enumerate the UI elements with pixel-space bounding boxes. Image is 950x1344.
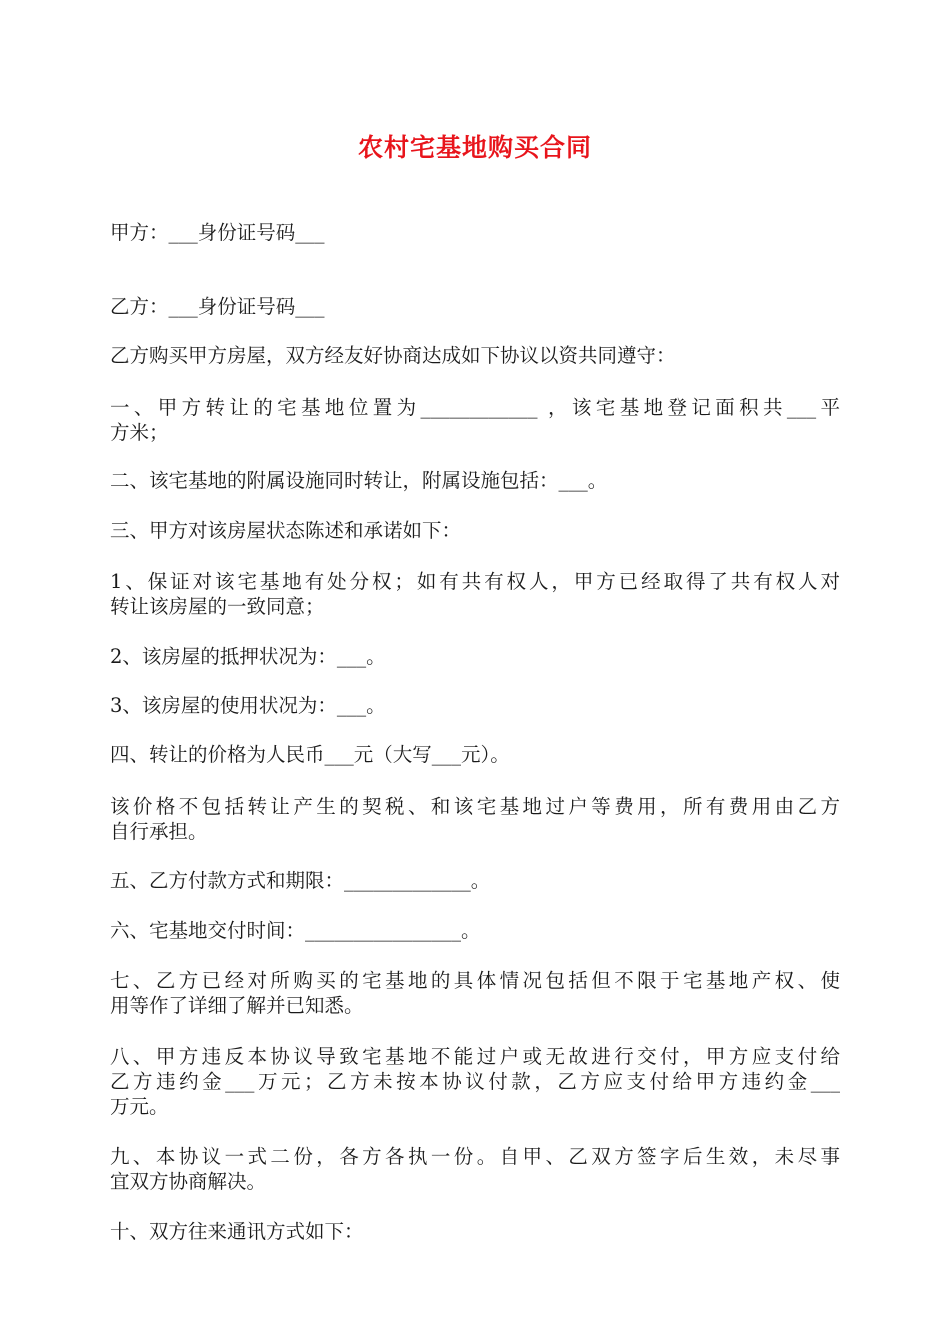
clause-3-item-1-line-2: 转让该房屋的一致同意； [110, 595, 325, 618]
clause-7-line-1: 七、乙方已经对所购买的宅基地的具体情况包括但不限于宅基地产权、使 [110, 969, 840, 992]
clause-2-line: 二、该宅基地的附属设施同时转让，附属设施包括：___。 [110, 469, 608, 492]
clause-9-line-1: 九、本协议一式二份，各方各执一份。自甲、乙双方签字后生效，未尽事 [110, 1145, 840, 1168]
price-note-line-1: 该价格不包括转让产生的契税、和该宅基地过户等费用，所有费用由乙方 [110, 795, 840, 818]
clause-8-line-2: 乙方违约金___万元；乙方未按本协议付款，乙方应支付给甲方违约金___ [110, 1070, 840, 1093]
party-a-line: 甲方：___身份证号码___ [110, 221, 325, 244]
clause-1-line-2: 方米； [110, 421, 169, 444]
clause-1-line-1: 一、甲方转让的宅基地位置为____________ ，该宅基地登记面积共___平 [110, 396, 840, 419]
clause-10-line: 十、双方往来通讯方式如下： [110, 1220, 364, 1243]
clause-3-item-1-line-1: 1、保证对该宅基地有处分权；如有共有权人，甲方已经取得了共有权人对 [110, 570, 840, 593]
clause-4-line: 四、转让的价格为人民币___元（大写___元）。 [110, 743, 510, 766]
intro-line: 乙方购买甲方房屋，双方经友好协商达成如下协议以资共同遵守： [110, 344, 676, 367]
clause-9-line-2: 宜双方协商解决。 [110, 1170, 267, 1193]
clause-6-line: 六、宅基地交付时间：________________。 [110, 919, 481, 942]
clause-5-line: 五、乙方付款方式和期限：_____________。 [110, 869, 491, 892]
party-b-line: 乙方：___身份证号码___ [110, 295, 325, 318]
clause-3-item-3-line: 3、该房屋的使用状况为：___。 [110, 694, 386, 717]
clause-3-line: 三、甲方对该房屋状态陈述和承诺如下： [110, 519, 462, 542]
clause-8-line-1: 八、甲方违反本协议导致宅基地不能过户或无故进行交付，甲方应支付给 [110, 1045, 840, 1068]
document-title: 农村宅基地购买合同 [357, 133, 592, 162]
clause-7-line-2: 用等作了详细了解并已知悉。 [110, 994, 364, 1017]
clause-3-item-2-line: 2、该房屋的抵押状况为：___。 [110, 645, 386, 668]
clause-8-line-3: 万元。 [110, 1095, 169, 1118]
price-note-line-2: 自行承担。 [110, 820, 208, 843]
